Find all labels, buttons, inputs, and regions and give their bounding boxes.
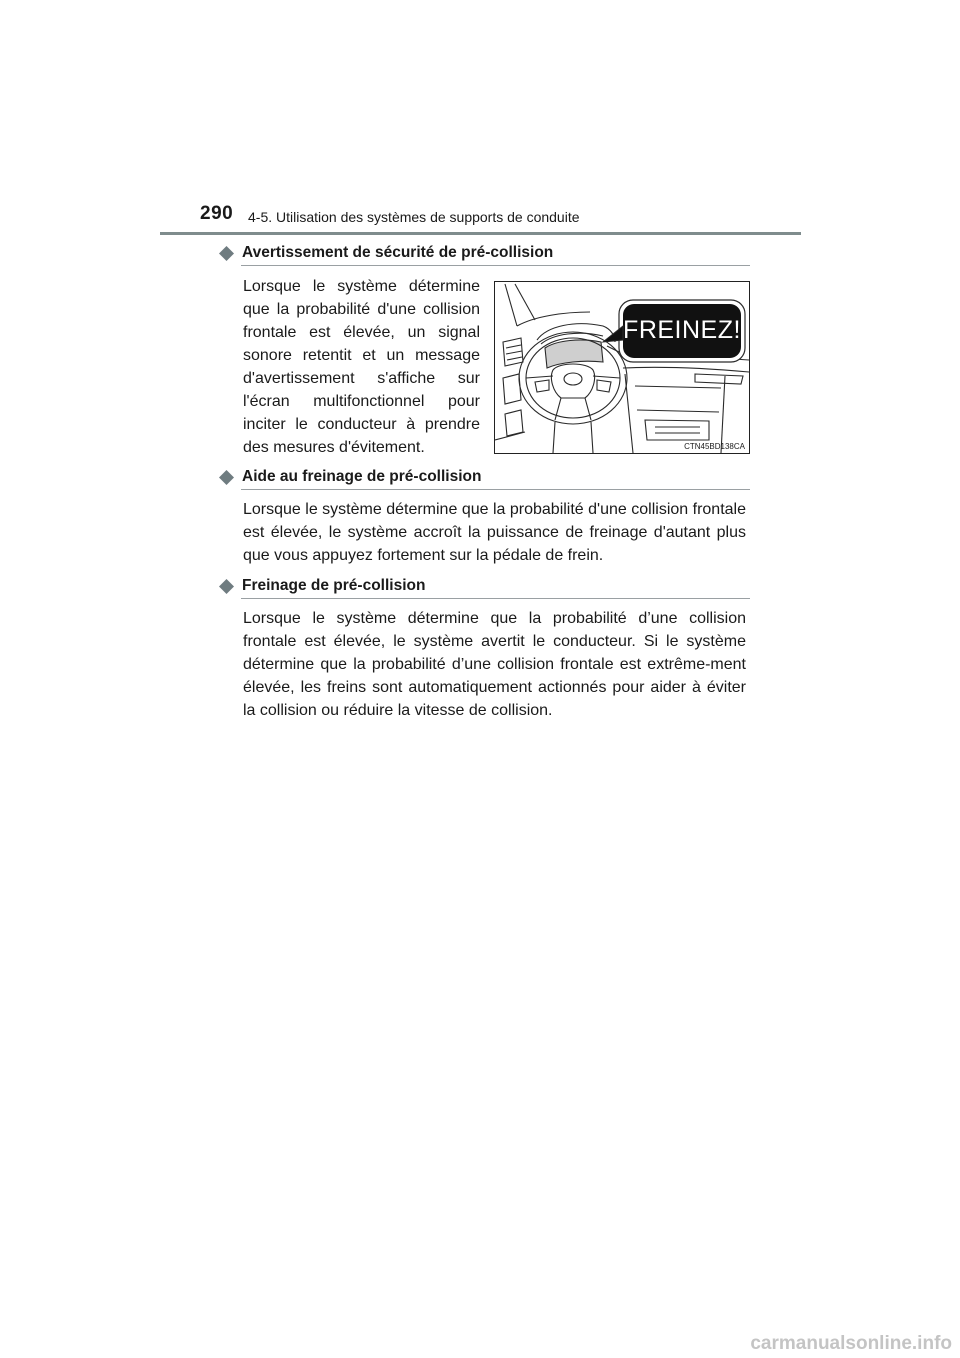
figure-code: CTN45BD138CA [684,442,745,451]
diamond-bullet-icon [219,579,234,594]
dashboard-drawing [495,282,749,453]
section-rule [241,489,750,490]
section-heading-warning [219,241,553,265]
dashboard-illustration [494,281,750,454]
section-heading-brake-assist [219,465,481,489]
freinez-warning-text: FREINEZ! [623,315,741,344]
section-heading-text: Aide au freinage de pré-collision [242,468,482,485]
section-rule [241,598,750,599]
header-rule [160,232,801,235]
section-body-warning: Lorsque le système détermine que la probabilité d'une collision frontale est élevée, un signal sonore retentit et un message d'avertissement s'affiche sur l'écran multifonctionnel pour inciter le conducteur à prendre des mesures d'évitement. [243,278,480,456]
section-heading-text: Avertissement de sécurité de pré-collision [242,244,554,261]
section-heading-pre-collision-braking [219,574,425,598]
chapter-title: 4-5. Utilisation des systèmes de supports de conduite [248,209,580,225]
section-body-brake-assist: Lorsque le système détermine que la probabilité d'une collision frontale est élevée, le système accroît la puissance de freinage d'autant plus que vous appuyez fortement sur la pédale de frein. [243,501,746,564]
diamond-bullet-icon [219,470,234,485]
diamond-bullet-icon [219,246,234,261]
section-body-pre-collision-braking: Lorsque le système détermine que la probabilité d’une collision frontale est élevée, le système avertit le conducteur. Si le système détermine que la probabilité d’une collision frontale est extrême-ment élevée, les freins sont automatiquement actionnés pour aider à éviter la collision ou réduire la vitesse de collision. [243,610,746,719]
section-rule [241,265,750,266]
footer-watermark: carmanualsonline.info [750,1333,952,1354]
page-number: 290 [200,203,234,224]
section-heading-text: Freinage de pré-collision [242,577,426,594]
